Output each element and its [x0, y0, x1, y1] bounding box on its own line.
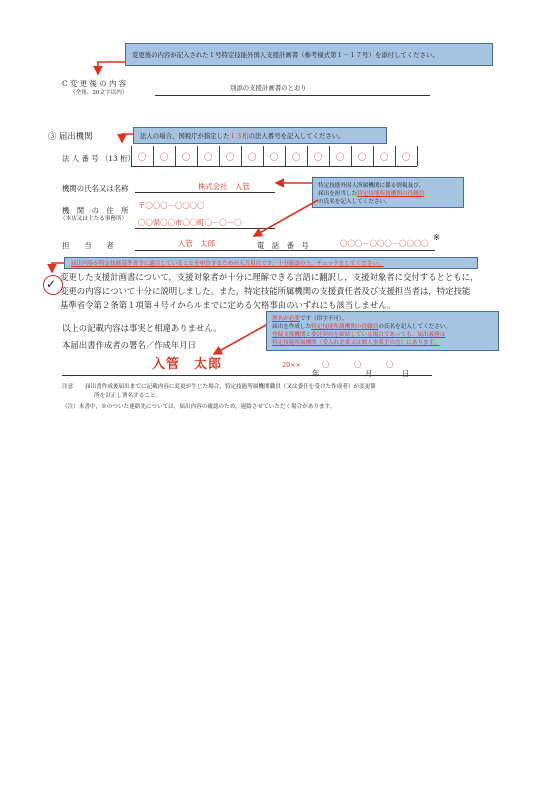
section-3-title: ③ 届出機関 [48, 131, 93, 141]
cell-divider [153, 146, 154, 166]
check-mark-icon: ✓ [46, 277, 57, 291]
cell-divider [241, 146, 242, 166]
arrow-signature [214, 325, 266, 354]
signature-underline [62, 375, 432, 376]
corp-digit-2[interactable]: 〇 [160, 152, 169, 162]
org-name-underline [135, 192, 275, 193]
person-value[interactable]: 入管 太郎 [178, 239, 215, 248]
note-1-label: 注意 [62, 384, 74, 390]
corp-digit-6[interactable]: 〇 [248, 152, 257, 162]
cell-divider [197, 146, 198, 166]
signature-day-label: 日 [402, 369, 410, 378]
signature-year-value[interactable]: 〇 [322, 360, 330, 369]
signature-day-value[interactable]: 〇 [386, 360, 394, 369]
callout-sig-line1-post: です（印字不可）。 [299, 316, 348, 322]
org-name-value[interactable]: 株式会社 入管 [198, 182, 250, 191]
callout-sig-line2-post: の氏名を記入してください。 [378, 324, 452, 330]
cell-divider [351, 146, 352, 166]
corp-number-cells [131, 146, 421, 166]
corp-digit-10[interactable]: 〇 [336, 152, 345, 162]
cells-baseline [131, 166, 417, 167]
corp-digit-9[interactable]: 〇 [314, 152, 323, 162]
corp-digit-12[interactable]: 〇 [380, 152, 389, 162]
callout-org-line2-pre: 届出を担当した [318, 191, 358, 197]
corp-digit-7[interactable]: 〇 [270, 152, 279, 162]
callout-org-line1: 特定技能外国人所属機関に係る情報及び、 [318, 183, 425, 189]
callout-org-name [312, 177, 464, 208]
phone-note-mark: ※ [433, 232, 441, 242]
section-c-sublabel: （全角、20文字以内） [70, 90, 128, 96]
address-sublabel: （本店又は主たる事務所） [60, 216, 128, 222]
callout-corp-number-highlight: １３桁 [229, 132, 249, 140]
person-phone-underline [135, 250, 435, 251]
signature-year-label: 年 [312, 369, 320, 378]
cell-divider [219, 146, 220, 166]
corp-digit-5[interactable]: 〇 [226, 152, 235, 162]
declaration-line-3: 基準省令第２条第１項第４号イからルまでに定める欠格事由のいずれにも該当しません。 [60, 300, 396, 310]
truth-statement: 以上の記載内容は事実と相違ありません。 [62, 323, 222, 333]
callout-corp-number-post: の法人番号を記入してください。 [248, 132, 345, 140]
declaration-line-1: 変更した支援計画書について，支援対象者が十分に理解できる言語に翻訳し，支援対象者に交付するとともに， [60, 272, 479, 282]
section-c-value[interactable]: 別添の支援計画書のとおり [230, 84, 307, 92]
callout-check-text: 届出内容が特定技能基準省令に適合していることを申告するための入力項目です。十分確認の上、チェックをしてください。 [71, 261, 384, 267]
note-2: （注）本書中，※のついた連絡先については，届出内容の確認のため，連絡させていただく場合があります。 [62, 404, 336, 410]
org-name-label: 機関の氏名又は名称 [62, 184, 129, 193]
cell-divider [263, 146, 264, 166]
corp-digit-1[interactable]: 〇 [138, 152, 147, 162]
section-c-label: C 変 更 後 の 内 容 [62, 79, 127, 88]
callout-sig-line3: 登録支援機関と委託契約を締結している場合であっても、届出義務は [272, 332, 446, 338]
phone-value[interactable]: 〇〇〇－〇〇〇－〇〇〇〇 [340, 239, 429, 248]
address-label: 機 関 の 住 所 [62, 206, 129, 215]
cell-divider [329, 146, 330, 166]
signature-month-label: 月 [365, 369, 373, 378]
cell-divider [307, 146, 308, 166]
section-c-underline [155, 95, 430, 96]
cell-divider [175, 146, 176, 166]
corp-digit-13[interactable]: 〇 [402, 152, 411, 162]
signer-label: 本届出書作成者の署名／作成年月日 [62, 340, 196, 350]
phone-label: 電 話 番 号 [257, 241, 309, 250]
arrow-attach-plan [98, 62, 126, 74]
signature-month-value[interactable]: 〇 [354, 360, 362, 369]
signature-era[interactable]: 20×× [282, 361, 301, 369]
callout-corp-number [133, 127, 387, 144]
corp-digit-4[interactable]: 〇 [204, 152, 213, 162]
callout-org-line3: の氏名を記入してください。 [318, 199, 391, 205]
callout-sig-line2-pre: 届出を作成した [272, 324, 312, 330]
note-1-line-2: 所を訂正し署名すること。 [94, 393, 162, 399]
callout-org-line2-highlight: 特定技能所属機関の役職員 [357, 191, 425, 197]
callout-corp-number-pre: 法人の場合、国税庁が指定した [140, 132, 230, 140]
cell-divider [417, 146, 418, 166]
cell-divider [373, 146, 374, 166]
callout-sig-line2-highlight: 特定技能所属機関の役職員 [311, 324, 379, 330]
callout-sig-line1-highlight: 署名が必要 [272, 316, 300, 322]
corp-digit-8[interactable]: 〇 [292, 152, 301, 162]
cell-divider [395, 146, 396, 166]
arrow-person [254, 200, 318, 236]
declaration-line-2: 変更の内容について十分に説明しました。また，特定技能所属機関の支援責任者及び支援担当者は，特定技能 [60, 286, 471, 296]
cell-divider [285, 146, 286, 166]
corp-number-label: 法 人 番 号 （13 桁） [62, 154, 135, 163]
address-underline [135, 228, 275, 229]
address-value[interactable]: 〇〇県〇〇市〇〇町〇－〇－〇 [138, 218, 242, 227]
callout-attach-plan-text: 変更後の内容が記入された１号特定技能外国人支援計画書（参考様式第１－１７号）を添付してください。 [132, 51, 439, 59]
signer-name[interactable]: 入管 太郎 [152, 357, 223, 372]
callout-signature [266, 311, 499, 351]
cell-divider [131, 146, 132, 166]
corp-digit-11[interactable]: 〇 [358, 152, 367, 162]
corp-digit-3[interactable]: 〇 [182, 152, 191, 162]
person-label: 担 当 者 [62, 241, 114, 250]
callout-check [64, 257, 478, 269]
callout-attach-plan [125, 43, 493, 66]
postal-code[interactable]: 〒〇〇〇－〇〇〇〇 [138, 201, 205, 210]
note-1-line-1: 届出書作成後届出までに記載内容に変更が生じた場合，特定技能所属機関職員（又は委任を受けた作成者）が変更箇 [85, 384, 376, 390]
callout-sig-line4: 特定技能所属機関（受入れ企業又は個人事業主の方）にあります。 [272, 340, 440, 346]
